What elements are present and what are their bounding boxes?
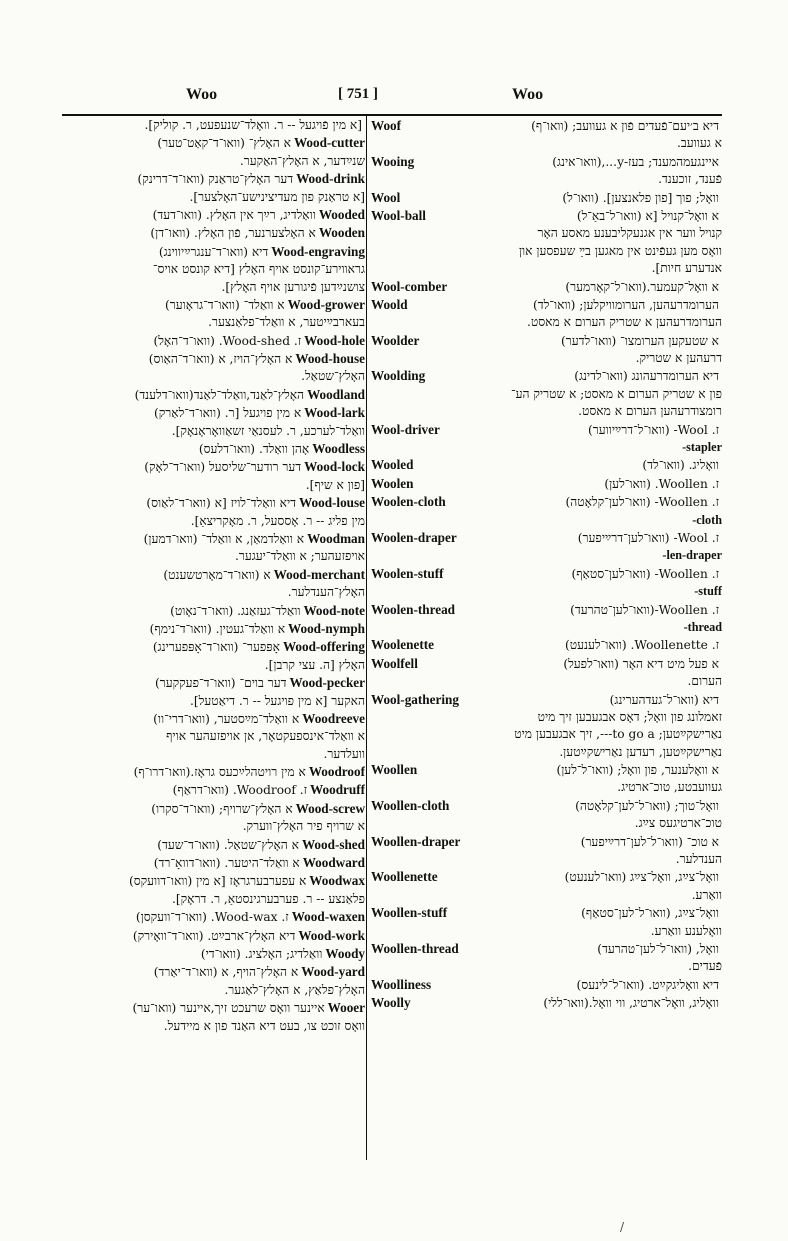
entry-definition: דיא הערומדרעהונג (וואו־לדינג) [574,369,719,384]
entry-headword: Woolen-cloth [371,494,446,510]
entry-headword: Woolen-thread [371,601,456,617]
entry-definition: דיא וואָליגקײַט. (וואו־ל־לינעס) [576,977,719,992]
dictionary-entry [62,855,365,871]
dictionary-entry [62,801,365,817]
entry-headword: Wooing [371,153,415,169]
entry-continuation: -stuff [694,584,722,599]
entry-definition: וואָליג, וואָל־ארטיג, ווי וואָל.(וואו־ללי) [543,996,719,1011]
entry-headword: Wood-louse [299,495,365,511]
entry-headword: Woollen [371,762,418,778]
dictionary-entry [371,656,722,672]
stray-mark: / [620,1220,625,1234]
entry-headword: Wool [371,189,401,205]
dictionary-entry [371,692,722,708]
entry-definition: ז. Wood-shed. (וואו־ד־האָל) [153,333,302,348]
dictionary-entry [371,279,722,295]
left-column [62,118,365,1173]
entry-definition: א האָלץ־ (וואו־ד־קאַט־טער) [157,136,291,151]
entry-headword: Woollen-draper [371,833,461,849]
entry-definition: ז. Woodroof. (וואו־דראַף) [172,783,308,798]
header-rule [62,114,722,116]
entry-continuation: פֿעדים. [688,959,722,974]
entry-headword: Woodruff [310,782,365,798]
entry-continuation: וואָס מען געפֿינט אין מאגען בײַ שעפסען און [518,243,722,258]
entry-continuation: -cloth [692,512,722,527]
dictionary-entry [62,782,365,798]
entry-definition: ז. Woollenette. (וואו־לענעט) [564,638,719,653]
entry-headword: Woollen-stuff [371,905,448,921]
entry-definition: וואָל, (וואו־ל־לען־טהרעד) [597,941,719,956]
entry-definition: א האָלץ־שטאַל. (וואו־ד־שעד) [157,837,299,852]
entry-definition: דער האָלץ־טראַנק (וואו־ד־דרינק) [137,172,294,187]
entry-definition: א וואַלד־היטער. (וואו־דוואָ־רד) [153,856,300,871]
dictionary-entry [62,531,365,547]
dictionary-entry [371,566,722,582]
entry-definition: דיא ב׳יעם־פֿעדים פֿון א געוועב; (וואו־ף) [531,119,719,133]
dictionary-entry [62,459,365,475]
entry-continuation: אויפזעהער; א וואַלד־יעגער. [234,549,365,564]
entry-definition: וואַלדיג, רײַך אין האָלץ. (וואו־דעד) [152,207,316,222]
entry-definition: דער בוים־ (וואו־ד־פעקקער) [154,676,287,691]
entry-headword: Woolen-draper [371,529,457,545]
dictionary-entry [62,675,365,691]
dictionary-entry [62,764,365,780]
dictionary-entry [62,333,365,349]
page-header [0,86,788,114]
entry-headword: Woolliness [371,976,432,992]
entry-headword: Wooer [327,1000,365,1016]
entry-continuation: שנײַדער, א האָלץ־האַקער. [239,153,365,168]
entry-continuation: גראווירע־קונסט אויף האָלץ [דיא קונסט אויס־ [152,262,365,277]
entry-definition: וואָל; פוך [פון פלאנצען]. (וואו־ל) [562,190,719,205]
entry-definition: א עפערבערגראָז [א מין (וואו־דוועקס) [128,874,307,889]
entry-definition: א וואַלד־מײַסטער, (וואו־דרי־וו) [153,711,300,726]
entry-headword: Wood-merchant [273,566,365,582]
entry-definition: א מין פויגעל [ר. (וואו־ד־לאַרק) [154,406,302,421]
entry-headword: Wood-pecker [289,675,365,691]
dictionary-entry [62,387,365,403]
entry-definition: ז. Woollen- (וואו־לען־סטאַף) [571,566,719,581]
entry-continuation: הערומדרעהען א שטריק הערום א מאסט. [526,315,722,330]
entry-definition: א וואָל־קעמער.(וואו־ל־קאָרמער) [565,279,719,294]
entry-definition: א מין רויטהלײַכעס גראָז.(וואו־דרו־ף) [133,765,306,780]
entry-headword: Woolly [371,995,411,1011]
column-divider [366,114,367,1160]
entry-headword: Woodwax [309,873,365,889]
entry-headword: Wood-cutter [293,135,365,151]
dictionary-entry [62,171,365,187]
entry-continuation: רומצודרעהען הערום א מאסט. [578,404,722,419]
right-column [371,118,722,1173]
entry-headword: Wood-grower [287,296,365,312]
entry-headword: Wood-note [303,602,365,618]
entry-definition: א וואַלדמאַן, א וואַלד־ (וואו־דמען) [143,531,305,546]
entry-definition: דיא וואַלד־לויז [א (וואו־ד־לאַוס) [146,496,297,511]
entry-continuation: צושנײַדען פֿיגורען אויף האָלץ]. [221,279,365,294]
entry-continuation: טוכ־ארטיגעס צײַג. [634,816,722,831]
entry-headword: Wool-driver [371,421,440,437]
entry-definition: א האָלץ־הויז, א (וואו־ד־האַוס) [148,352,293,367]
entry-definition: א טוכ־ (וואו־ל־לען־דרײַיפער) [580,834,719,849]
entry-definition: א שטעקען הערומצו־ (וואו־לדער) [560,333,719,348]
entry-continuation: וואַרע. [691,887,722,902]
entry-definition: אָפּפער־ (וואו־ד־אָפּפערינג) [152,640,280,655]
entry-definition: הערומדרעהען, הערומוויקלען; (וואו־לד) [532,297,719,312]
entry-definition: וואָל־צײַג, (וואו־ל־לען־סטאַף) [581,906,719,921]
entry-headword: Woolding [371,368,426,384]
dictionary-entry [371,208,722,224]
entry-continuation: וועלדער. [323,746,365,761]
entry-headword: Woodroof [308,764,365,780]
entry-continuation: -stapler [682,440,722,455]
entry-continuation: געוועבטע, טוכ־ארטיג. [617,780,722,795]
entry-headword: Woollen-cloth [371,797,450,813]
dictionary-entry [371,457,722,473]
dictionary-entry [62,207,365,223]
dictionary-entry [62,928,365,944]
dictionary-entry [62,118,365,133]
entry-headword: Woodreeve [302,710,365,726]
entry-continuation: א וואַלד־אינספעקטאָר, אן אויפזעהער אויף [166,729,365,744]
entry-definition: א (וואו־ד־מאָרטשענט) [163,567,271,582]
dictionary-entry [371,494,722,510]
entry-definition: ז. Wool- (וואו־ל־דרײַיווער) [587,422,719,437]
entry-definition: איינגעמהמענד; בעז-y...,(וואו־אינג) [552,154,719,169]
entry-continuation: [פון א שיף]. [305,477,365,492]
entry-definition: א וואַלד־געטין. (וואו־ד־נימף) [149,621,286,636]
entry-definition: האָלץ־לאַנד,וואַלד־לאַנד(וואו־דלענד) [134,387,305,402]
header-right-word: Woo [512,86,544,103]
entry-definition: ז. Wood-wax. (וואו־ד־וועקסן) [135,910,289,925]
entry-continuation: האָלץ־הענדלער. [287,585,365,600]
dictionary-entry [371,637,722,653]
entry-continuation: נאַרישקײַטען; to go a---, זיך אבגעבען מיט [514,727,722,742]
entry-definition: דיא האָלץ־ארבײַט. (וואו־ד־וואָירק) [132,928,296,943]
entry-continuation: -thread [683,619,722,634]
entry-definition: א האָלץ־הויף, א (וואו־ד־יאַרד) [153,965,299,980]
entry-headword: Wool-comber [371,278,448,294]
entry-continuation: נאַרישקײַטען, רעדען נאַרישקײַטען. [559,744,722,759]
entry-continuation: א געוועב. [677,136,722,151]
entry-headword: Woodland [307,386,365,402]
dictionary-entry [371,995,722,1011]
entry-headword: Woolen [371,475,414,491]
entry-headword: Wood-nymph [288,620,365,636]
dictionary-entry [62,873,365,889]
entry-headword: Woof [371,118,402,133]
entry-continuation: זאמלונג פון וואָל; דאָס אבגעבען זיך מיט [537,709,722,724]
entry-headword: Woodward [302,855,365,871]
entry-definition: ז. Woollen- (וואו־לען־קלאָטה) [565,495,719,510]
dictionary-entry [62,441,365,457]
entry-definition: וואָל־צײַג, וואָל־צײַג (וואו־לענעט) [564,870,719,885]
dictionary-entry [62,603,365,619]
dictionary-entry [62,946,365,962]
entry-definition: וואָליג. (וואו־לד) [642,458,719,473]
entry-definition: ז. Wool- (וואו־לען־דרײַיפער) [577,530,719,545]
entry-headword: Woolfell [371,655,418,671]
dictionary-entry [371,977,722,993]
entry-headword: Woodless [312,441,365,457]
entry-continuation: קנויל ווער אין אגנעקליבענע מאסע האָר [537,226,722,241]
entry-headword: Wood-house [295,351,365,367]
entry-headword: Wooden [318,225,365,241]
dictionary-entry [62,964,365,980]
entry-headword: Wood-drink [296,171,365,187]
dictionary-entry [62,495,365,511]
entry-headword: Wood-work [298,927,365,943]
dictionary-entry [62,909,365,925]
entry-headword: Wood-yard [301,964,365,980]
entry-headword: Wood-waxen [291,909,365,925]
entry-definition: אָהן וואַלד. (וואו־דלעס) [198,442,310,457]
entry-headword: Woolenette [371,637,434,653]
entry-definition: ז. Woollen. (וואו־לען) [604,476,719,491]
entry-definition: דיא (וואו־ד־ענגרײַיווינג) [158,244,269,259]
entry-definition: דער רודער־שליסעל (וואו־ד־לאָק) [144,460,302,475]
entry-definition: א וואָלענער, פון וואָל; (וואו־ל־לען) [556,763,719,778]
dictionary-entry [371,118,722,134]
entry-definition: [א מין פֿויגעל -- ר. וואָלד־שנעפעט, ר. קוליק]. [144,118,362,132]
entry-definition: איינער וואָס שרעכט זיך,איינער (וואו־ער) [132,1001,325,1016]
entry-continuation: א שרויף פיר האָלץ־ווערק. [242,819,365,834]
entry-continuation: בעארבײַיטער, א וואַלד־פלאַנצער. [208,315,365,330]
entry-definition: א האָלץ־שרויף; (וואו־ד־סקרו) [151,801,293,816]
entry-continuation: פלאַנצע -- ר. פערבערגינסטאַ, ר. דראָק]. [172,891,365,906]
entry-continuation: דרעהען א שטריק. [635,351,722,366]
entry-continuation: הערום. [687,674,722,689]
entry-headword: Wood-engraving [271,243,365,259]
entry-continuation: [א טראַנק פון מעדיצינישע־האָלצער]. [189,189,365,204]
entry-continuation: פון א שטריק הערום א מאסט; א שטריק הע־ [510,386,722,401]
dictionary-entry [371,798,722,814]
entry-continuation: פֿענד, זוכענד. [658,172,722,187]
entry-definition: ז. Woollen-(וואו־לען־טהרעד) [570,602,719,617]
entry-definition: וואַלד־געזאַנג. (וואו־ד־נאָוט) [170,603,301,618]
entry-definition: וואָל־טוך; (וואו־ל־לען־קלאָטה) [575,798,719,813]
dictionary-entry [62,837,365,853]
dictionary-entry [62,621,365,637]
dictionary-entry [371,190,722,206]
entry-headword: Wood-lark [304,405,365,421]
entry-headword: Wood-shed [301,836,365,852]
dictionary-entry [62,244,365,260]
entry-continuation: וואָס זוכט צו, בעט דיא האַנד פון א מיידעל. [163,1018,365,1033]
dictionary-entry [371,154,722,170]
dictionary-entry [371,869,722,885]
entry-definition: דיא (וואו־ל־געדהערינג) [609,692,719,707]
entry-continuation: האָלץ [ה. עצי קרבן]. [264,657,365,672]
entry-headword: Wool-gathering [371,691,459,707]
entry-headword: Wood-lock [304,459,365,475]
entry-headword: Wood-offering [282,639,365,655]
dictionary-entry [62,567,365,583]
entry-continuation: האָלץ־שטאַל. [301,369,365,384]
entry-definition: א וואַלד־ (וואו־ד־גראָוער) [165,297,285,312]
entry-continuation: -len-draper [662,548,722,563]
dictionary-entry [371,905,722,921]
dictionary-entry [62,711,365,727]
entry-headword: Woollen-thread [371,940,459,956]
entry-continuation: האָלץ־פלאַץ, א האָלץ־לאַגער. [224,982,365,997]
dictionary-entry [371,422,722,438]
entry-definition: א פעל מיט דיא האָר (וואו־לפעל) [563,656,719,671]
entry-continuation: הענדלער. [675,852,722,867]
entry-definition: א וואָל־קנויל [א (וואו־ל־באַ־ל) [576,208,719,223]
dictionary-entry [371,297,722,313]
dictionary-entry [62,351,365,367]
dictionary-entry [371,941,722,957]
entry-headword: Wood-screw [295,800,365,816]
page-number: [ 751 ] [338,86,378,102]
entry-continuation: האקער [א מין פויגעל -- ר. דיאַטעל]. [190,693,365,708]
dictionary-entry [62,135,365,151]
entry-continuation: מין פליג -- ר. אָססעל, ר. מאָקריצאַ]. [190,513,365,528]
entry-headword: Woollenette [371,869,438,885]
entry-headword: Woold [371,296,408,312]
entry-headword: Woodman [307,530,365,546]
entry-continuation: וואָלענע וואַרע. [650,923,722,938]
dictionary-entry [371,368,722,384]
dictionary-entry [371,476,722,492]
dictionary-entry [62,1000,365,1016]
entry-headword: Wooled [371,457,414,473]
entry-headword: Wooded [318,206,365,222]
entry-headword: Woolder [371,332,420,348]
dictionary-entry [371,762,722,778]
dictionary-entry [62,639,365,655]
entry-continuation: וואַלד־לערכע, ר. לעסנאַי זשאַוואָראָנאָק]. [171,423,365,438]
entry-definition: א האָלצערנער, פֿון האָלץ. (וואו־דן) [150,226,316,241]
entry-headword: Woody [325,945,365,961]
entry-definition: וואַלדיג; האָלציג. (וואו־די) [200,946,323,961]
dictionary-entry [371,602,722,618]
dictionary-entry [62,405,365,421]
dictionary-entry [371,530,722,546]
dictionary-entry [371,333,722,349]
entry-headword: Woolen-stuff [371,565,444,581]
entry-headword: Wool-ball [371,207,426,223]
entry-headword: Wood-hole [304,332,365,348]
dictionary-entry [62,225,365,241]
header-left-word: Woo [186,86,218,103]
dictionary-entry [62,297,365,313]
entry-continuation: אנדערע חיות]. [651,261,722,276]
dictionary-entry [371,834,722,850]
